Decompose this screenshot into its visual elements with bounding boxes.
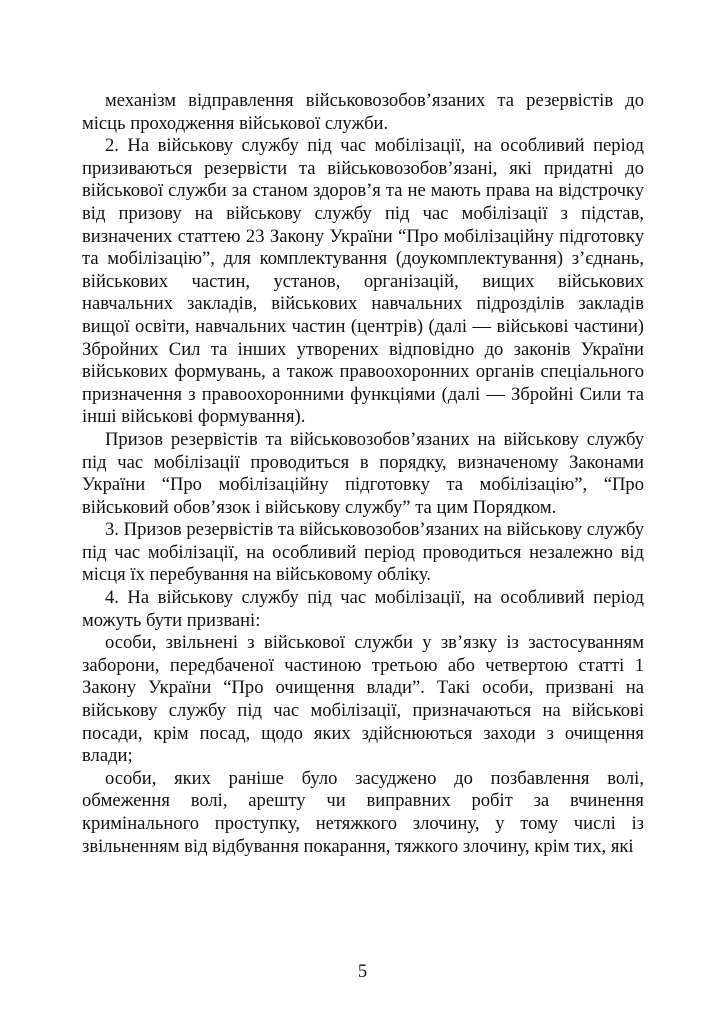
paragraph-conscription-procedure: Призов резервістів та військовозобов’язаних на військову службу під час мобілізації проводиться в порядку, визначеному Законами України “Про мобілізаційну підготовку та мобілізацію”, “Про військовий обов’язок і військову службу” та цим Порядком. [82,428,644,518]
paragraph-convicted-persons: особи, яких раніше було засуджено до позбавлення волі, обмеження волі, арешту чи виправних робіт за вчинення кримінального проступку, нетяжкого злочину, у тому числі із звільненням від відбування покарання, тяжкого злочину, крім тих, які [82,767,644,857]
paragraph-item-3: 3. Призов резервістів та військовозобов’язаних на військову службу під час мобілізації, на особливий період проводиться незалежно від місця їх перебування на військовому обліку. [82,519,644,586]
page-number: 5 [357,961,368,982]
paragraph-dismissed-persons: особи, звільнені з військової служби у зв’язку із застосуванням заборони, передбаченої частиною третьою або четвертою статті 1 Закону України “Про очищення влади”. Такі особи, призвані на військову службу під час мобілізації, призначаються на військові посади, крім посад, щодо яких здійснюються заходи з очищення влади; [82,632,644,767]
paragraph-item-2: 2. На військову службу під час мобілізації, на особливий період призиваються резервісти та військовозобов’язані, які придатні до військової служби за станом здоров’я та не мають права на відстрочку від призову на військову службу під час мобілізації з підстав, визначених статтею 23 Закону України “Про мобілізаційну підготовку та мобілізацію”, для комплектування (доукомплектування) з’єднань, військових частин, установ, організацій, вищих військових навчальних закладів, військових навчальних підрозділів закладів вищої освіти, навчальних частин (центрів) (далі — військові частини) Збройних Сил та інших утворених відповідно до законів України військових формувань, а також правоохоронних органів спеціального призначення з правоохоронними функціями (далі — Збройні Сили та інші військові формування). [82,135,644,428]
paragraph-continuation: механізм відправлення військовозобов’язаних та резервістів до місць проходження військової служби. [82,90,644,134]
body-text [82,90,644,858]
paragraph-item-4: 4. На військову службу під час мобілізації, на особливий період можуть бути призвані: [82,587,644,631]
